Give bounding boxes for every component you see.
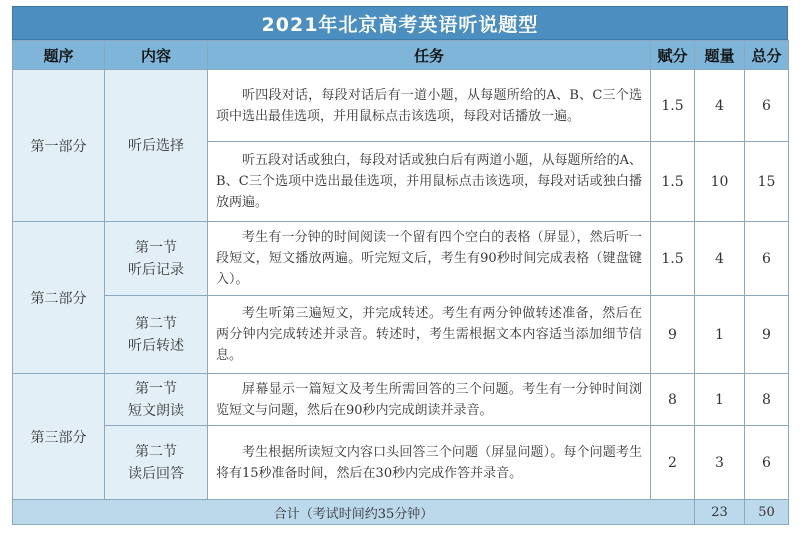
section-content: 读后回答: [128, 465, 184, 482]
table-title: 2021年北京高考英语听说题型: [12, 6, 788, 40]
header-total: 总分: [745, 41, 789, 70]
task-text: 屏幕显示一篇短文及考生所需回答的三个问题。考生有一分钟时间浏览短文与问题，然后在90秒内完成朗读并录音。: [208, 374, 651, 426]
header-count: 题量: [695, 41, 745, 70]
table-row: [13, 222, 789, 296]
count-cell: 10: [695, 142, 745, 222]
section-content: 听后记录: [128, 261, 184, 278]
section-label: 第二节: [135, 315, 177, 332]
total-row: [13, 500, 789, 525]
part-3-label: 第三部分: [13, 374, 105, 500]
section-cell: [105, 426, 208, 500]
total-cell: 6: [745, 222, 789, 296]
total-cell: 6: [745, 426, 789, 500]
task-text: 考生听第三遍短文，并完成转述。考生有两分钟做转述准备，然后在两分钟内完成转述并录音。转述时，考生需根据文本内容适当添加细节信息。: [208, 296, 651, 374]
score-cell: 2: [651, 426, 695, 500]
score-cell: 1.5: [651, 142, 695, 222]
table-row: [13, 70, 789, 142]
total-cell: 8: [745, 374, 789, 426]
task-text: 听四段对话，每段对话后有一道小题，从每题所给的A、B、C三个选项中选出最佳选项，并用鼠标点击该选项，每段对话播放一遍。: [208, 70, 651, 142]
total-label: 合计（考试时间约35分钟）: [13, 500, 695, 525]
count-cell: 3: [695, 426, 745, 500]
header-row: [13, 41, 789, 70]
total-score: 50: [745, 500, 789, 525]
exam-format-table: [12, 40, 789, 525]
task-text: 听五段对话或独白，每段对话或独白后有两道小题，从每题所给的A、B、C三个选项中选出最佳选项，并用鼠标点击该选项，每段对话或独白播放两遍。: [208, 142, 651, 222]
section-cell: [105, 296, 208, 374]
section-content: 短文朗读: [128, 402, 184, 419]
score-cell: 9: [651, 296, 695, 374]
header-task: 任务: [208, 41, 651, 70]
section-label: 第一节: [135, 380, 177, 397]
section-cell: [105, 374, 208, 426]
score-cell: 8: [651, 374, 695, 426]
part-1-label: 第一部分: [13, 70, 105, 222]
total-cell: 6: [745, 70, 789, 142]
table-row: [13, 296, 789, 374]
count-cell: 4: [695, 70, 745, 142]
score-cell: 1.5: [651, 222, 695, 296]
section-content: 听后转述: [128, 337, 184, 354]
section-cell: [105, 222, 208, 296]
task-text: 考生有一分钟的时间阅读一个留有四个空白的表格（屏显），然后听一段短文，短文播放两遍。听完短文后，考生有90秒时间完成表格（键盘键入）。: [208, 222, 651, 296]
total-cell: 9: [745, 296, 789, 374]
count-cell: 1: [695, 374, 745, 426]
exam-table-container: [12, 6, 788, 525]
header-score: 赋分: [651, 41, 695, 70]
header-content: 内容: [105, 41, 208, 70]
count-cell: 1: [695, 296, 745, 374]
header-order: 题序: [13, 41, 105, 70]
total-cell: 15: [745, 142, 789, 222]
section-label: 第一节: [135, 239, 177, 256]
score-cell: 1.5: [651, 70, 695, 142]
part-2-label: 第二部分: [13, 222, 105, 374]
task-text: 考生根据所读短文内容口头回答三个问题（屏显问题）。每个问题考生将有15秒准备时间，然后在30秒内完成作答并录音。: [208, 426, 651, 500]
total-count: 23: [695, 500, 745, 525]
table-row: [13, 426, 789, 500]
section-label: 第二节: [135, 443, 177, 460]
part-1-content: 听后选择: [105, 70, 208, 222]
count-cell: 4: [695, 222, 745, 296]
table-row: [13, 374, 789, 426]
